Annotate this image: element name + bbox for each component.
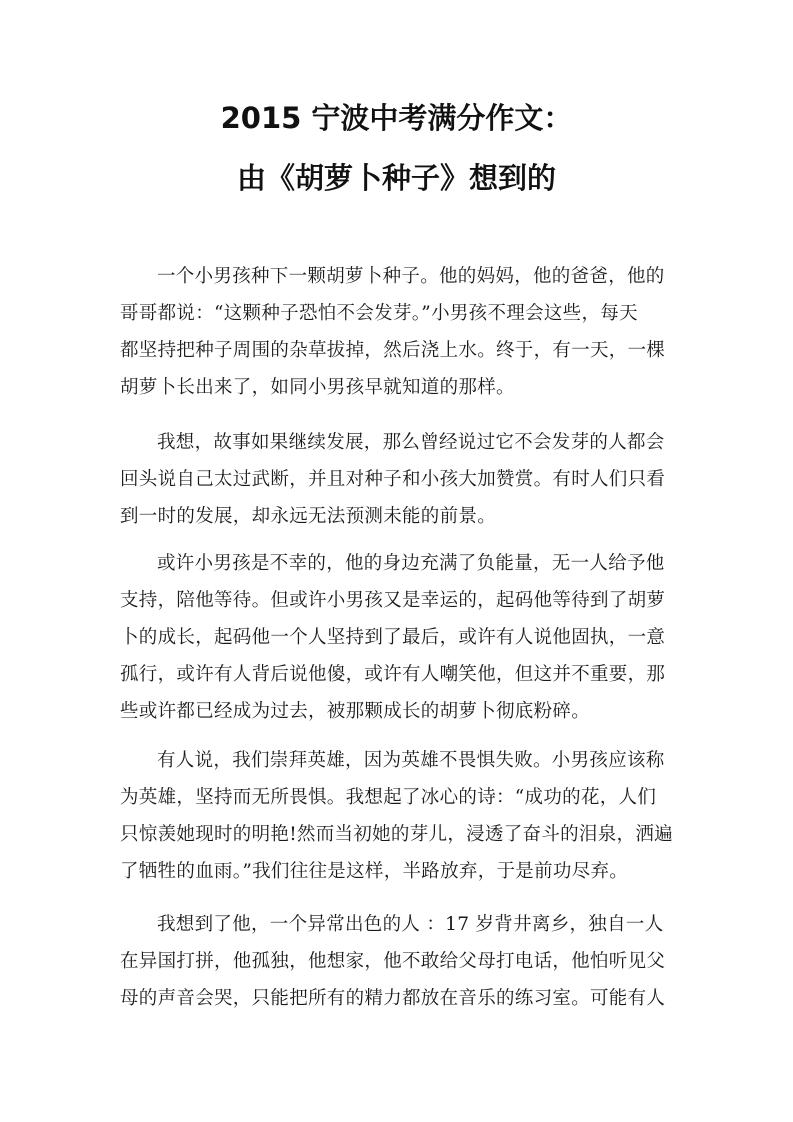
paragraph-3 <box>120 545 680 730</box>
paragraph-line: 为英雄，坚持而无所畏惧。我想起了冰心的诗：“成功的花，人们 <box>120 787 657 808</box>
paragraph-line: 我想到了他，一个异常出色的人 ：17 岁背井离乡，独自一人 <box>157 914 664 935</box>
paragraph-line: 回头说自己太过武断，并且对种子和小孩大加赞赏。有时人们只看 <box>120 469 666 490</box>
paragraph-line: 胡萝卜长出来了，如同小男孩早就知道的那样。 <box>120 377 515 398</box>
paragraph-line: 些或许都已经成为过去，被那颗成长的胡萝卜彻底粉碎。 <box>120 701 591 722</box>
paragraph-line: 母的声音会哭，只能把所有的精力都放在音乐的练习室。可能有人 <box>120 988 666 1009</box>
paragraph-line: 支持，陪他等待。但或许小男孩又是幸运的，起码他等待到了胡萝 <box>120 590 666 611</box>
paragraph-2 <box>120 424 680 535</box>
paragraph-line: 到一时的发展，却永远无法预测未能的前景。 <box>120 506 497 527</box>
paragraph-line: 我想，故事如果继续发展，那么曾经说过它不会发芽的人都会 <box>157 432 665 453</box>
paragraph-line: 一个小男孩种下一颗胡萝卜种子。他的妈妈，他的爸爸，他的 <box>157 266 665 287</box>
paragraph-line: 都坚持把种子周围的杂草拔掉，然后浇上水。终于，有一天，一棵 <box>120 340 666 361</box>
paragraph-line: 孤行，或许有人背后说他傻，或许有人嘲笑他，但这并不重要，那 <box>120 664 666 685</box>
paragraph-line: 卜的成长，起码他一个人坚持到了最后，或许有人说他固执，一意 <box>120 627 666 648</box>
paragraph-line: 哥哥都说：“这颗种子恐怕不会发芽。”小男孩不理会这些，每天 <box>120 303 638 324</box>
paragraph-1 <box>120 258 680 406</box>
paragraph-line: 只惊羡她现时的明艳!然而当初她的芽儿，浸透了奋斗的泪泉，洒遍 <box>120 824 673 845</box>
paragraph-line: 在异国打拼，他孤独，他想家，他不敢给父母打电话，他怕听见父 <box>120 951 666 972</box>
paragraph-line: 或许小男孩是不幸的，他的身边充满了负能量，无一人给予他 <box>157 553 665 574</box>
paragraph-line: 有人说，我们崇拜英雄，因为英雄不畏惧失败。小男孩应该称 <box>157 750 665 771</box>
paragraph-5 <box>120 906 680 1017</box>
document-title-line-2: 由《胡萝卜种子》想到的 <box>236 161 556 195</box>
paragraph-4 <box>120 742 680 890</box>
paragraph-line: 了牺牲的血雨。”我们往往是这样，半路放弃，于是前功尽弃。 <box>120 861 629 882</box>
document-title-line-1: 2015 宁波中考满分作文： <box>220 101 573 135</box>
